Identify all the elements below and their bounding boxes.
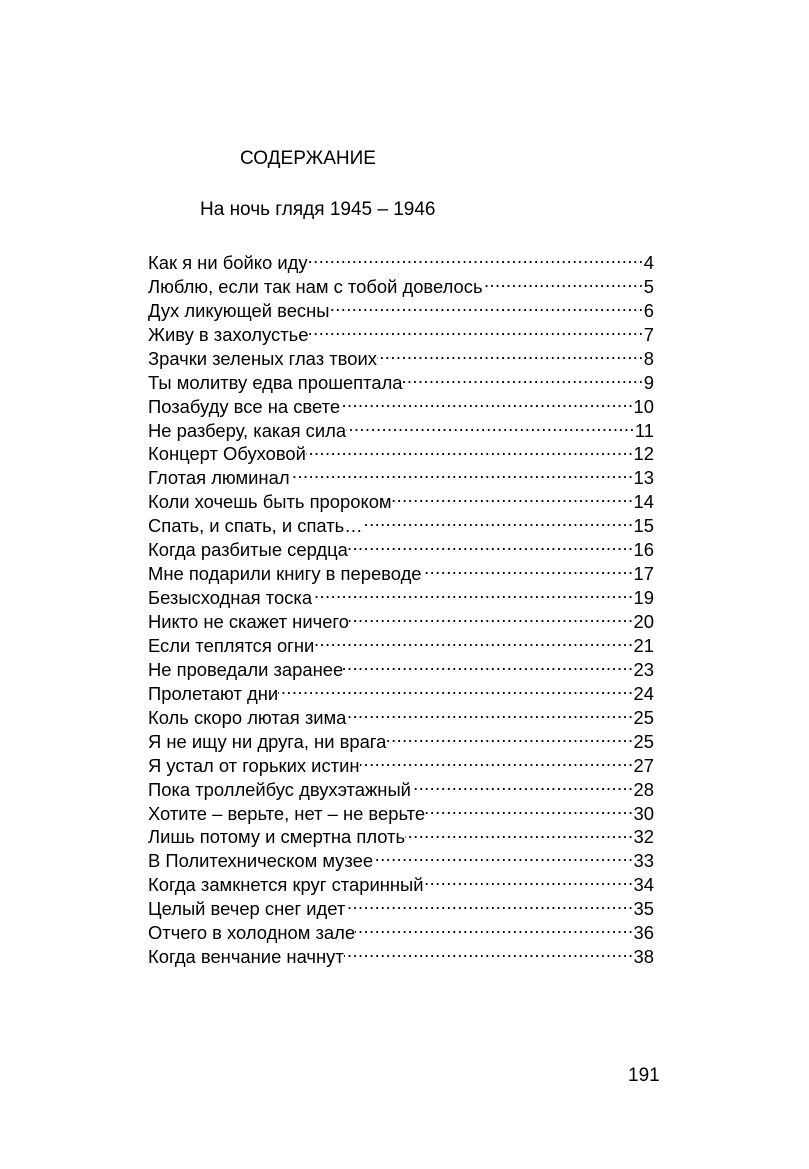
- toc-entry-title: Не разберу, какая сила: [148, 419, 347, 441]
- leader-dots: [425, 796, 633, 820]
- toc-entry-page: 27: [633, 754, 654, 776]
- leader-dots: [330, 293, 644, 317]
- leader-dots: [312, 580, 633, 604]
- toc-entry-title: Ты молитву едва прошептала: [148, 371, 403, 393]
- toc-entry-title: В Политехническом музее: [148, 850, 374, 872]
- toc-entry-title: Люблю, если так нам с тобой довелось: [148, 275, 483, 297]
- toc-entry-title: Спать, и спать, и спать…: [148, 515, 363, 537]
- toc-entry-page: 30: [633, 802, 654, 824]
- leader-dots: [403, 365, 644, 389]
- leader-dots: [348, 532, 634, 556]
- toc-entry-page: 25: [633, 730, 654, 752]
- toc-entry-page: 38: [633, 946, 654, 968]
- leader-dots: [349, 604, 634, 628]
- toc-entry-title: Когда разбитые сердца: [148, 539, 348, 561]
- toc-entry-title: Живу в захолустье: [148, 323, 309, 345]
- toc-entry-page: 35: [633, 898, 654, 920]
- leader-dots: [422, 556, 634, 580]
- leader-dots: [345, 891, 633, 915]
- toc-entry-title: Глотая люминал: [148, 467, 290, 489]
- toc-entry-title: Лишь потому и смертна плоть: [148, 826, 406, 848]
- toc-entry-title: Коли хочешь быть пророком: [148, 491, 392, 513]
- toc-entry-page: 14: [633, 491, 654, 513]
- toc-entry-title: Когда замкнется круг старинный: [148, 874, 424, 896]
- toc-entry-page: 28: [633, 778, 654, 800]
- toc-entry-page: 19: [633, 587, 654, 609]
- section-title: На ночь глядя 1945 – 1946: [200, 199, 436, 220]
- toc-entry-page: 5: [643, 275, 654, 297]
- toc-entry-page: 12: [633, 443, 654, 465]
- toc-entry-page: 6: [643, 299, 654, 321]
- leader-dots: [290, 460, 634, 484]
- leader-dots: [405, 820, 633, 844]
- toc-entry-title: Отчего в холодном зале: [148, 922, 356, 944]
- toc-entry-title: Безысходная тоска: [148, 587, 313, 609]
- leader-dots: [377, 341, 644, 365]
- leader-dots: [308, 245, 644, 269]
- leader-dots: [360, 748, 634, 772]
- toc-entry-page: 34: [633, 874, 654, 896]
- leader-dots: [346, 700, 633, 724]
- page-title: СОДЕРЖАНИЕ: [240, 148, 376, 169]
- toc-entry-page: 15: [633, 515, 654, 537]
- leader-dots: [373, 843, 633, 867]
- leader-dots: [314, 628, 633, 652]
- leader-dots: [392, 484, 634, 508]
- toc-entry-page: 23: [633, 658, 654, 680]
- toc-entry-title: Как я ни бойко иду: [148, 251, 308, 273]
- toc-entry-page: 16: [633, 539, 654, 561]
- leader-dots: [411, 772, 634, 796]
- toc-entry-page: 21: [633, 634, 654, 656]
- leader-dots: [355, 915, 633, 939]
- leader-dots: [278, 676, 633, 700]
- toc-entry-page: 32: [633, 826, 654, 848]
- toc-entry-page: 10: [633, 395, 654, 417]
- toc-entry-title: Когда венчание начнут: [148, 946, 344, 968]
- toc-entry-title: Не проведали заранее: [148, 658, 344, 680]
- toc-entry-page: 36: [633, 922, 654, 944]
- toc-entry-title: Позабуду все на свете: [148, 395, 341, 417]
- toc-entry-title: Концерт Обуховой: [148, 443, 306, 465]
- toc-entry-title: Зрачки зеленых глаз твоих: [148, 347, 377, 369]
- toc-entry: [148, 245, 654, 273]
- leader-dots: [308, 317, 643, 341]
- toc-entry-page: 9: [643, 371, 654, 393]
- toc-entry-page: 4: [643, 251, 654, 273]
- toc-entry-title: Никто не скажет ничего: [148, 611, 349, 632]
- toc-entry-page: 33: [633, 850, 654, 872]
- leader-dots: [346, 413, 635, 437]
- toc-entry-title: Хотите – верьте, нет – не верьте: [148, 802, 426, 824]
- table-of-contents: [148, 245, 654, 968]
- toc-entry-title: Целый вечер снег идет: [148, 898, 346, 920]
- toc-entry-page: 17: [633, 563, 654, 585]
- leader-dots: [344, 939, 634, 963]
- toc-entry-page: 11: [634, 419, 654, 441]
- toc-entry-title: Мне подарили книгу в переводе: [148, 563, 422, 585]
- leader-dots: [424, 867, 634, 891]
- toc-entry-title: Я не ищу ни друга, ни врага: [148, 730, 387, 752]
- leader-dots: [306, 437, 634, 461]
- toc-entry-title: Пока троллейбус двухэтажный: [148, 778, 411, 800]
- toc-entry-page: 20: [633, 611, 654, 632]
- toc-entry-title: Коль скоро лютая зима: [148, 706, 347, 728]
- toc-entry-title: Дух ликующей весны: [148, 299, 330, 321]
- leader-dots: [386, 724, 633, 748]
- toc-entry-title: Я устал от горьких истин: [148, 754, 360, 776]
- toc-entry-page: 13: [633, 467, 654, 489]
- toc-entry-title: Если теплятся огни: [148, 634, 315, 656]
- toc-entry-page: 24: [633, 682, 654, 704]
- page-number: 191: [628, 1065, 660, 1086]
- toc-entry-page: 7: [643, 323, 654, 345]
- leader-dots: [483, 269, 644, 293]
- leader-dots: [343, 652, 633, 676]
- toc-entry-page: 25: [633, 706, 654, 728]
- toc-entry-title: Пролетают дни: [148, 682, 279, 704]
- toc-entry-page: 8: [643, 347, 654, 369]
- leader-dots: [340, 389, 633, 413]
- leader-dots: [363, 508, 634, 532]
